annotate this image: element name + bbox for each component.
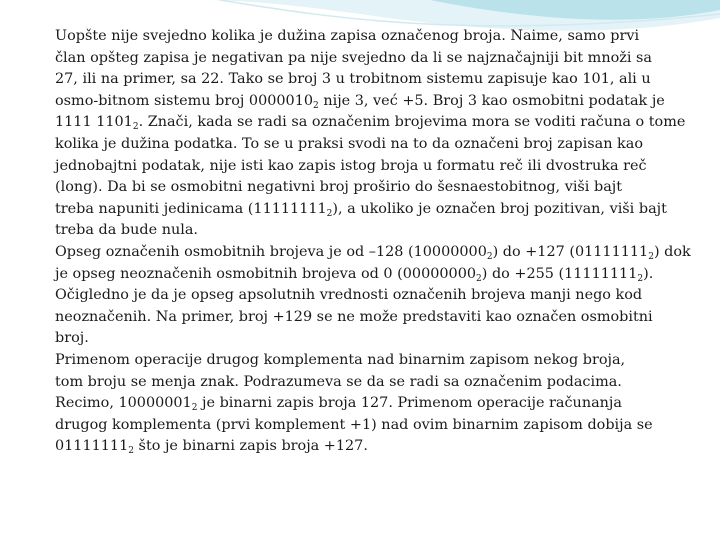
text-line-14: neoznačenih. Na primer, broj +129 se ne može predstaviti kao označen osmobitni bbox=[55, 308, 653, 325]
text-line-20-part-2: što je binarni zapis broja +127. bbox=[133, 438, 368, 455]
text-line-4-part-2: nije 3, već +5. Broj 3 kao osmobitni podatak je bbox=[318, 92, 665, 109]
text-line-12-part-3: ). bbox=[643, 265, 654, 282]
text-line-18 bbox=[55, 393, 695, 415]
text-line-18-part-2: je binarni zapis broja 127. Primenom operacije računanja bbox=[197, 395, 622, 412]
text-line-8: (long). Da bi se osmobitni negativni broj proširio do šesnaestobitnog, viši bajt bbox=[55, 179, 623, 196]
text-line-10: treba da bude nula. bbox=[55, 222, 198, 239]
text-line-5-part-1: 1111 1101 bbox=[55, 114, 133, 131]
text-line-18-part-1: Recimo, 10000001 bbox=[55, 395, 192, 412]
text-line-3: 27, ili na primer, sa 22. Tako se broj 3 u trobitnom sistemu zapisuje kao 101, ali u bbox=[55, 71, 651, 88]
subscript-2: 2 bbox=[476, 273, 482, 284]
subscript-2: 2 bbox=[128, 446, 134, 457]
text-line-11-part-1: Opseg označenih osmobitnih brojeva je od –128 (10000000 bbox=[55, 243, 487, 260]
subscript-2: 2 bbox=[648, 251, 654, 262]
text-line-20-part-1: 01111111 bbox=[55, 438, 129, 455]
text-line-17: tom broju se menja znak. Podrazumeva se da se radi sa označenim podacima. bbox=[55, 373, 622, 390]
body-text bbox=[55, 26, 695, 458]
text-line-7: jednobajtni podatak, nije isti kao zapis istog broja u formatu reč ili dvostruka reč bbox=[55, 157, 647, 174]
text-line-19: drugog komplementa (prvi komplement +1) nad ovim binarnim zapisom dobija se bbox=[55, 416, 653, 433]
subscript-2: 2 bbox=[132, 122, 139, 133]
text-line-4-part-1: osmo-bitnom sistemu broj 0000010 bbox=[55, 92, 314, 109]
text-line-2: član opšteg zapisa je negativan pa nije svejedno da li se najznačajniji bit množi sa bbox=[55, 49, 652, 66]
text-line-11-part-2: ) do +127 (01111111 bbox=[492, 243, 649, 260]
text-line-5 bbox=[55, 112, 695, 134]
text-line-6: kolika je dužina podatka. To se u praksi svodi na to da označeni broj zapisan kao bbox=[55, 135, 644, 152]
text-line-12-part-2: ) do +255 (11111111 bbox=[481, 265, 638, 282]
text-line-1: Uopšte nije svejedno kolika je dužina zapisa označenog broja. Naime, samo prvi bbox=[55, 28, 640, 44]
subscript-2: 2 bbox=[313, 100, 319, 111]
subscript-2: 2 bbox=[637, 273, 644, 284]
text-line-9-part-2: ), a ukoliko je označen broj pozitivan, viši bajt bbox=[332, 200, 667, 217]
subscript-2: 2 bbox=[486, 251, 493, 262]
text-line-5-part-2: . Znači, kada se radi sa označenim brojevima mora se voditi računa o tome bbox=[138, 114, 686, 131]
text-line-20 bbox=[55, 436, 695, 458]
text-line-11 bbox=[55, 242, 695, 264]
text-line-16: Primenom operacije drugog komplementa nad binarnim zapisom nekog broja, bbox=[55, 351, 626, 368]
text-line-4 bbox=[55, 91, 695, 113]
text-line-12 bbox=[55, 264, 695, 286]
subscript-2: 2 bbox=[326, 208, 333, 219]
text-line-15: broj. bbox=[55, 330, 89, 347]
text-line-9-part-1: treba napuniti jedinicama (11111111 bbox=[55, 200, 327, 217]
text-line-11-part-3: ) dok bbox=[653, 243, 691, 260]
text-line-9 bbox=[55, 199, 695, 221]
text-line-12-part-1: je opseg neoznačenih osmobitnih brojeva od 0 (00000000 bbox=[55, 265, 477, 282]
subscript-2: 2 bbox=[191, 403, 198, 414]
text-line-13: Očigledno je da je opseg apsolutnih vrednosti označenih brojeva manji nego kod bbox=[55, 287, 643, 304]
